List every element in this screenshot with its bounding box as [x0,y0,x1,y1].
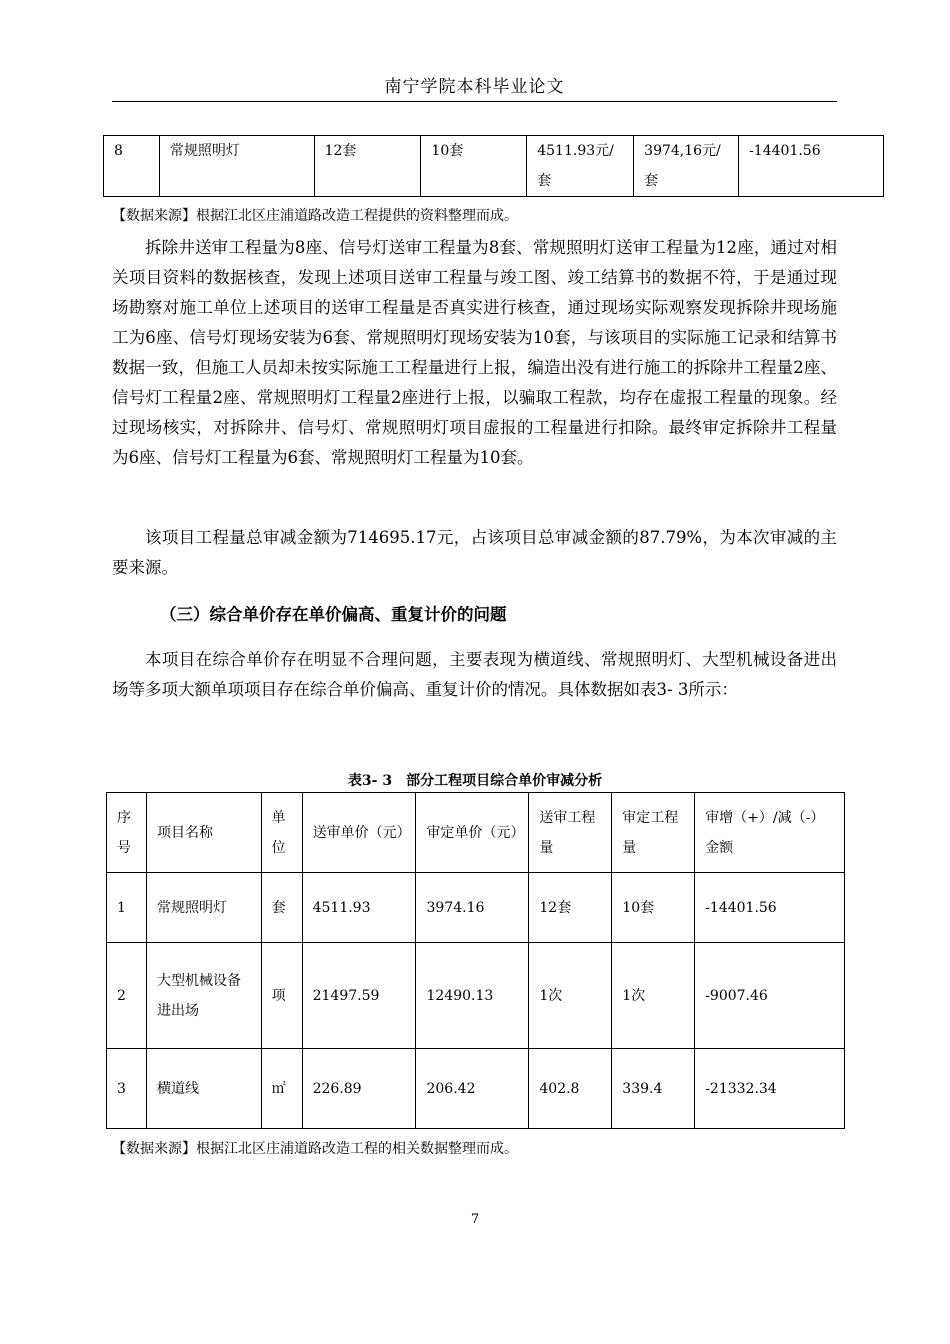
table-cell: 10套 [612,873,695,943]
table-cell: -14401.56 [695,873,845,943]
table-row [107,873,845,943]
header-divider [112,101,837,102]
continued-table [103,135,884,197]
table-cell: -9007.46 [695,943,845,1049]
cell-difference: -14401.56 [739,136,884,197]
table-cell: ㎡ [261,1049,302,1129]
cell-approved-qty: 10套 [421,136,527,197]
table-row [107,1049,845,1129]
header-cell: 项目名称 [146,793,261,873]
table-cell: 1 [107,873,147,943]
table-cell: 横道线 [146,1049,261,1129]
table-cell: 12490.13 [416,943,529,1049]
cell-submitted-price: 4511.93元/套 [527,136,634,197]
cell-index: 8 [104,136,160,197]
cell-item: 常规照明灯 [159,136,314,197]
table-cell: 3974.16 [416,873,529,943]
body-paragraph: 拆除井送审工程量为8座、信号灯送审工程量为8套、常规照明灯送审工程量为12座，通过对相关项目资料的数据核查，发现上述项目送审工程量与竣工图、竣工结算书的数据不符，于是通过现场勘察对施工单位上述项目的送审工程量是否真实进行核查，通过现场实际观察发现拆除井现场施工为6座、信号灯现场安装为6套、常规照明灯现场安装为10套，与该项目的实际施工记录和结算书数据一致，但施工人员却未按实际施工工程量进行上报，编造出没有进行施工的拆除井工程量2座、信号灯工程量2座、常规照明灯工程量2座进行上报，以骗取工程款，均存在虚报工程量的现象。经过现场核实，对拆除井、信号灯、常规照明灯项目虚报的工程量进行扣除。最终审定拆除井工程量为6座、信号灯工程量为6套、常规照明灯工程量为10套。 [112,238,837,467]
table-cell: 项 [261,943,302,1049]
header-cell: 审定工程量 [612,793,695,873]
header-cell: 序号 [107,793,147,873]
header-cell: 单位 [261,793,302,873]
page-number: 7 [470,1212,480,1227]
table-row [107,943,845,1049]
data-source-note: 【数据来源】根据江北区庄浦道路改造工程的相关数据整理而成。 [112,1141,518,1157]
table-cell: 21497.59 [302,943,416,1049]
table-cell: 339.4 [612,1049,695,1129]
table-cell: 3 [107,1049,147,1129]
body-paragraph: 该项目工程量总审减金额为714695.17元，占该项目总审减金额的87.79%，为本次审减的主要来源。 [112,528,837,577]
section-heading: （三）综合单价存在单价偏高、重复计价的问题 [160,605,507,624]
table-caption: 表3- 3 部分工程项目综合单价审减分析 [347,773,603,789]
table-cell: 1次 [529,943,612,1049]
header-cell: 送审工程量 [529,793,612,873]
table-cell: 4511.93 [302,873,416,943]
table-cell: 12套 [529,873,612,943]
header-cell: 审定单价（元） [416,793,529,873]
header-cell: 送审单价（元） [302,793,416,873]
page-header: 南宁学院本科毕业论文 [384,77,565,97]
table-cell: 套 [261,873,302,943]
table-header-row [107,793,845,873]
unit-price-table [106,792,845,1129]
header-cell: 审增（+）/减（-）金额 [695,793,845,873]
table-cell: 常规照明灯 [146,873,261,943]
table-cell: 2 [107,943,147,1049]
body-paragraph: 本项目在综合单价存在明显不合理问题，主要表现为横道线、常规照明灯、大型机械设备进出场等多项大额单项项目存在综合单价偏高、重复计价的情况。具体数据如表3- 3所示： [112,650,837,699]
table-cell: 226.89 [302,1049,416,1129]
table-cell: 402.8 [529,1049,612,1129]
table-cell: -21332.34 [695,1049,845,1129]
cell-submitted-qty: 12套 [314,136,421,197]
table-row [104,136,884,197]
data-source-note: 【数据来源】根据江北区庄浦道路改造工程提供的资料整理而成。 [112,208,518,224]
table-cell: 206.42 [416,1049,529,1129]
table-cell: 1次 [612,943,695,1049]
table-cell: 大型机械设备进出场 [146,943,261,1049]
cell-approved-price: 3974,16元/套 [634,136,739,197]
